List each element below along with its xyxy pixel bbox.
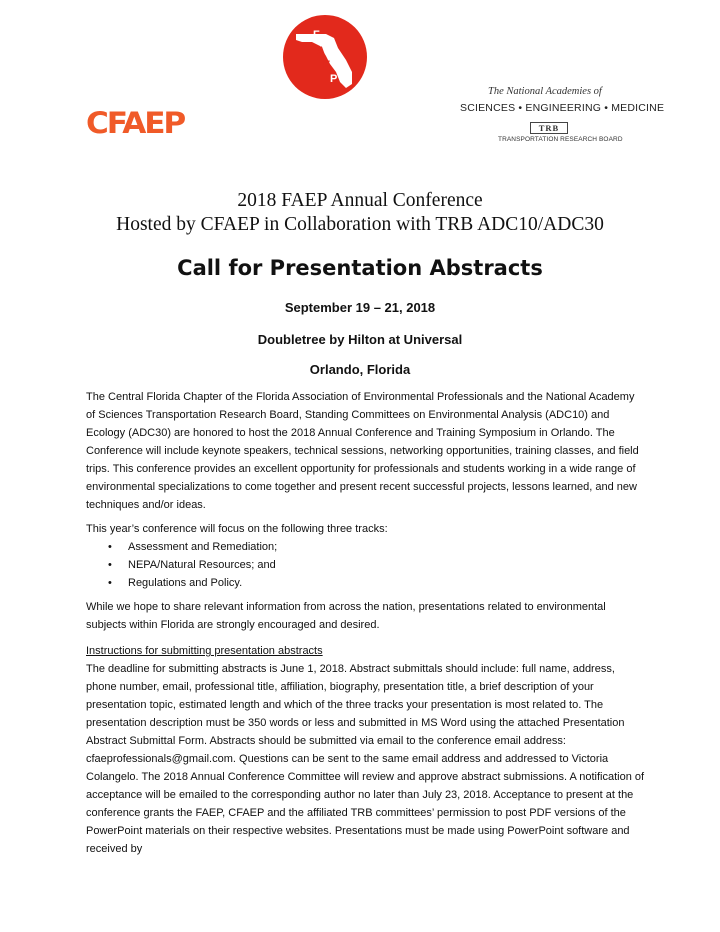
faep-logo-circle — [283, 15, 367, 99]
trb-logo-box — [530, 122, 568, 134]
faep-letter-p: P — [330, 73, 338, 85]
conference-title: 2018 FAEP Annual Conference — [237, 190, 483, 211]
conference-host-line: Hosted by CFAEP in Collaboration with TRB ADC10/ADC30 — [116, 214, 604, 235]
conference-location: Orlando, Florida — [309, 362, 411, 377]
cfaep-logo — [86, 104, 186, 140]
faep-letter-a: A — [317, 45, 325, 57]
instructions-paragraph: The deadline for submitting abstracts is June 1, 2018. Abstract submittals should include: full name, address, phone number, email, professional title, affiliation, biography, presentation title, a brief description of your presentation topic, estimated length and which of the three tracks your presentation is most related to. The presentation description must be 350 words or less and submitted in MS Word using the attached Presentation Abstract Submittal Form. Abstracts should be submitted via email to the conference email address: cfaeprofessionals@gmail.com. Questions can be sent to the same email address and addressed to Victoria Colangelo. The 2018 Annual Conference Committee will review and approve abstract submissions. A notification of acceptance will be emailed to the corresponding author no later than July 23, 2018. Acceptance to present at the conference grants the FAEP, CFAEP and the affiliated TRB committees’ permission to post PDF versions of the PowerPoint materials on their respective websites. Presentations must be made using PowerPoint software and received by — [86, 663, 645, 855]
page-title: Call for Presentation Abstracts — [177, 256, 543, 280]
tracks-list — [108, 538, 277, 592]
faep-letter-f: F — [313, 29, 320, 41]
list-item: • Regulations and Policy. — [108, 574, 277, 592]
conference-dates: September 19 – 21, 2018 — [284, 300, 436, 315]
faep-logo — [282, 14, 368, 100]
list-item: • Assessment and Remediation; — [108, 538, 277, 556]
nas-disciplines: SCIENCES • ENGINEERING • MEDICINE — [460, 102, 665, 114]
florida-note-paragraph: While we hope to share relevant information from across the nation, presentations related to environmental subjects within Florida are strongly encouraged and desired. — [86, 601, 606, 631]
cfaep-logo-text: CFAEP — [86, 106, 186, 140]
instructions-section — [86, 642, 646, 858]
national-academies-trb-logo — [460, 86, 665, 148]
tracks-intro: This year’s conference will focus on the following three tracks: — [86, 523, 388, 535]
trb-abbr: TRB — [538, 123, 560, 133]
conference-venue: Doubletree by Hilton at Universal — [257, 332, 463, 347]
list-item: • NEPA/Natural Resources; and — [108, 556, 277, 574]
instructions-heading: Instructions for submitting presentation abstracts — [86, 645, 323, 657]
trb-full-name: TRANSPORTATION RESEARCH BOARD — [498, 136, 623, 143]
faep-letter-e: E — [323, 59, 331, 71]
nas-tagline: The National Academies of — [488, 86, 602, 97]
intro-paragraph: The Central Florida Chapter of the Florida Association of Environmental Professionals and the National Academy of Sciences Transportation Research Board, Standing Committees on Environmental Analysis (ADC10) and Ecology (ADC30) are honored to host the 2018 Annual Conference and Training Symposium in Orlando. The Conference will include keynote speakers, technical sessions, networking opportunities, training classes, and field trips. This conference provides an excellent opportunity for professionals and students working in a wide range of environmental specializations to come together and present recent successful projects, lessons learned, and new techniques and/or ideas. — [86, 391, 639, 511]
